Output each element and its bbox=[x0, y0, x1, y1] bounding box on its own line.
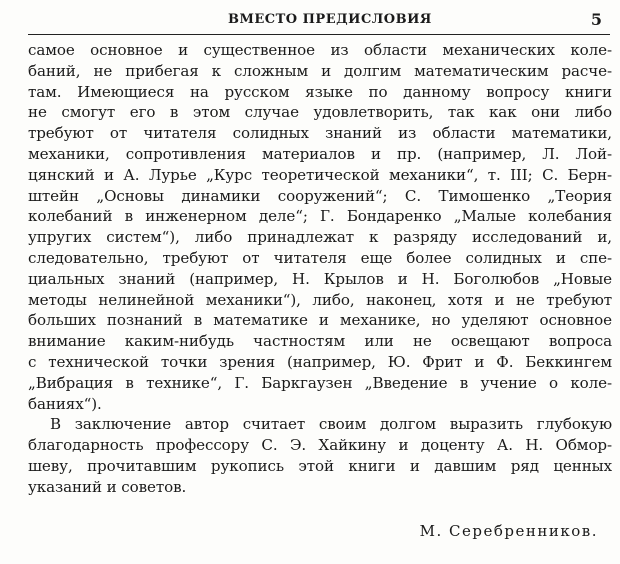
text-line: там. Имеющиеся на русском языке по данному вопросу книги bbox=[28, 82, 612, 101]
text-line: методы нелинейной механики“), либо, наконец, хотя и не требуют bbox=[28, 290, 612, 309]
page-header bbox=[28, 8, 610, 34]
header-rule bbox=[28, 34, 610, 35]
text-line: больших познаний в математике и механике, но уделяют основное bbox=[28, 311, 612, 330]
text-line: указаний и советов. bbox=[28, 477, 187, 496]
text-line: „Вибрация в технике“, Г. Баркгаузен „Введение в учение о коле- bbox=[28, 373, 612, 392]
text-line: требуют от читателя солидных знаний из области математики, bbox=[28, 124, 612, 143]
text-line: следовательно, требуют от читателя еще более солидных и спе- bbox=[28, 248, 612, 267]
text-line: благодарность профессору С. Э. Хайкину и доценту А. Н. Обмор- bbox=[28, 436, 612, 455]
text-line: колебаний в инженерном деле“; Г. Бондаренко „Малые колебания bbox=[28, 207, 612, 226]
text-line: шеву, прочитавшим рукопись этой книги и давшим ряд ценных bbox=[28, 456, 612, 475]
running-head: ВМЕСТО ПРЕДИСЛОВИЯ bbox=[228, 12, 432, 27]
text-line: циальных знаний (например, Н. Крылов и Н. Боголюбов „Новые bbox=[28, 269, 612, 288]
text-line: цянский и А. Лурье „Курс теоретической механики“, т. III; С. Берн- bbox=[28, 165, 612, 184]
text-line: штейн „Основы динамики сооружений“; С. Тимошенко „Теория bbox=[28, 186, 612, 205]
paragraph-2 bbox=[28, 414, 612, 497]
text-line: баниях“). bbox=[28, 394, 102, 413]
text-line: с технической точки зрения (например, Ю. Фрит и Ф. Беккингем bbox=[28, 352, 612, 371]
author-signature: М. Серебренников. bbox=[419, 522, 598, 540]
body-text bbox=[28, 40, 612, 498]
text-line: внимание каким-нибудь частностям или не освещают вопроса bbox=[28, 332, 612, 351]
text-line: не смогут его в этом случае удовлетворить, так как они либо bbox=[28, 103, 612, 122]
text-line: самое основное и существенное из области механических коле- bbox=[28, 41, 612, 59]
text-line: В заключение автор считает своим долгом выразить глубокую bbox=[50, 415, 612, 434]
text-line: баний, не прибегая к сложным и долгим математическим расче- bbox=[28, 61, 612, 80]
page-number: 5 bbox=[590, 10, 602, 29]
text-line: механики, сопротивления материалов и пр. (например, Л. Лой- bbox=[28, 144, 612, 163]
text-line: упругих систем“), либо принадлежат к разряду исследований и, bbox=[28, 228, 612, 247]
paragraph-1 bbox=[28, 40, 612, 414]
